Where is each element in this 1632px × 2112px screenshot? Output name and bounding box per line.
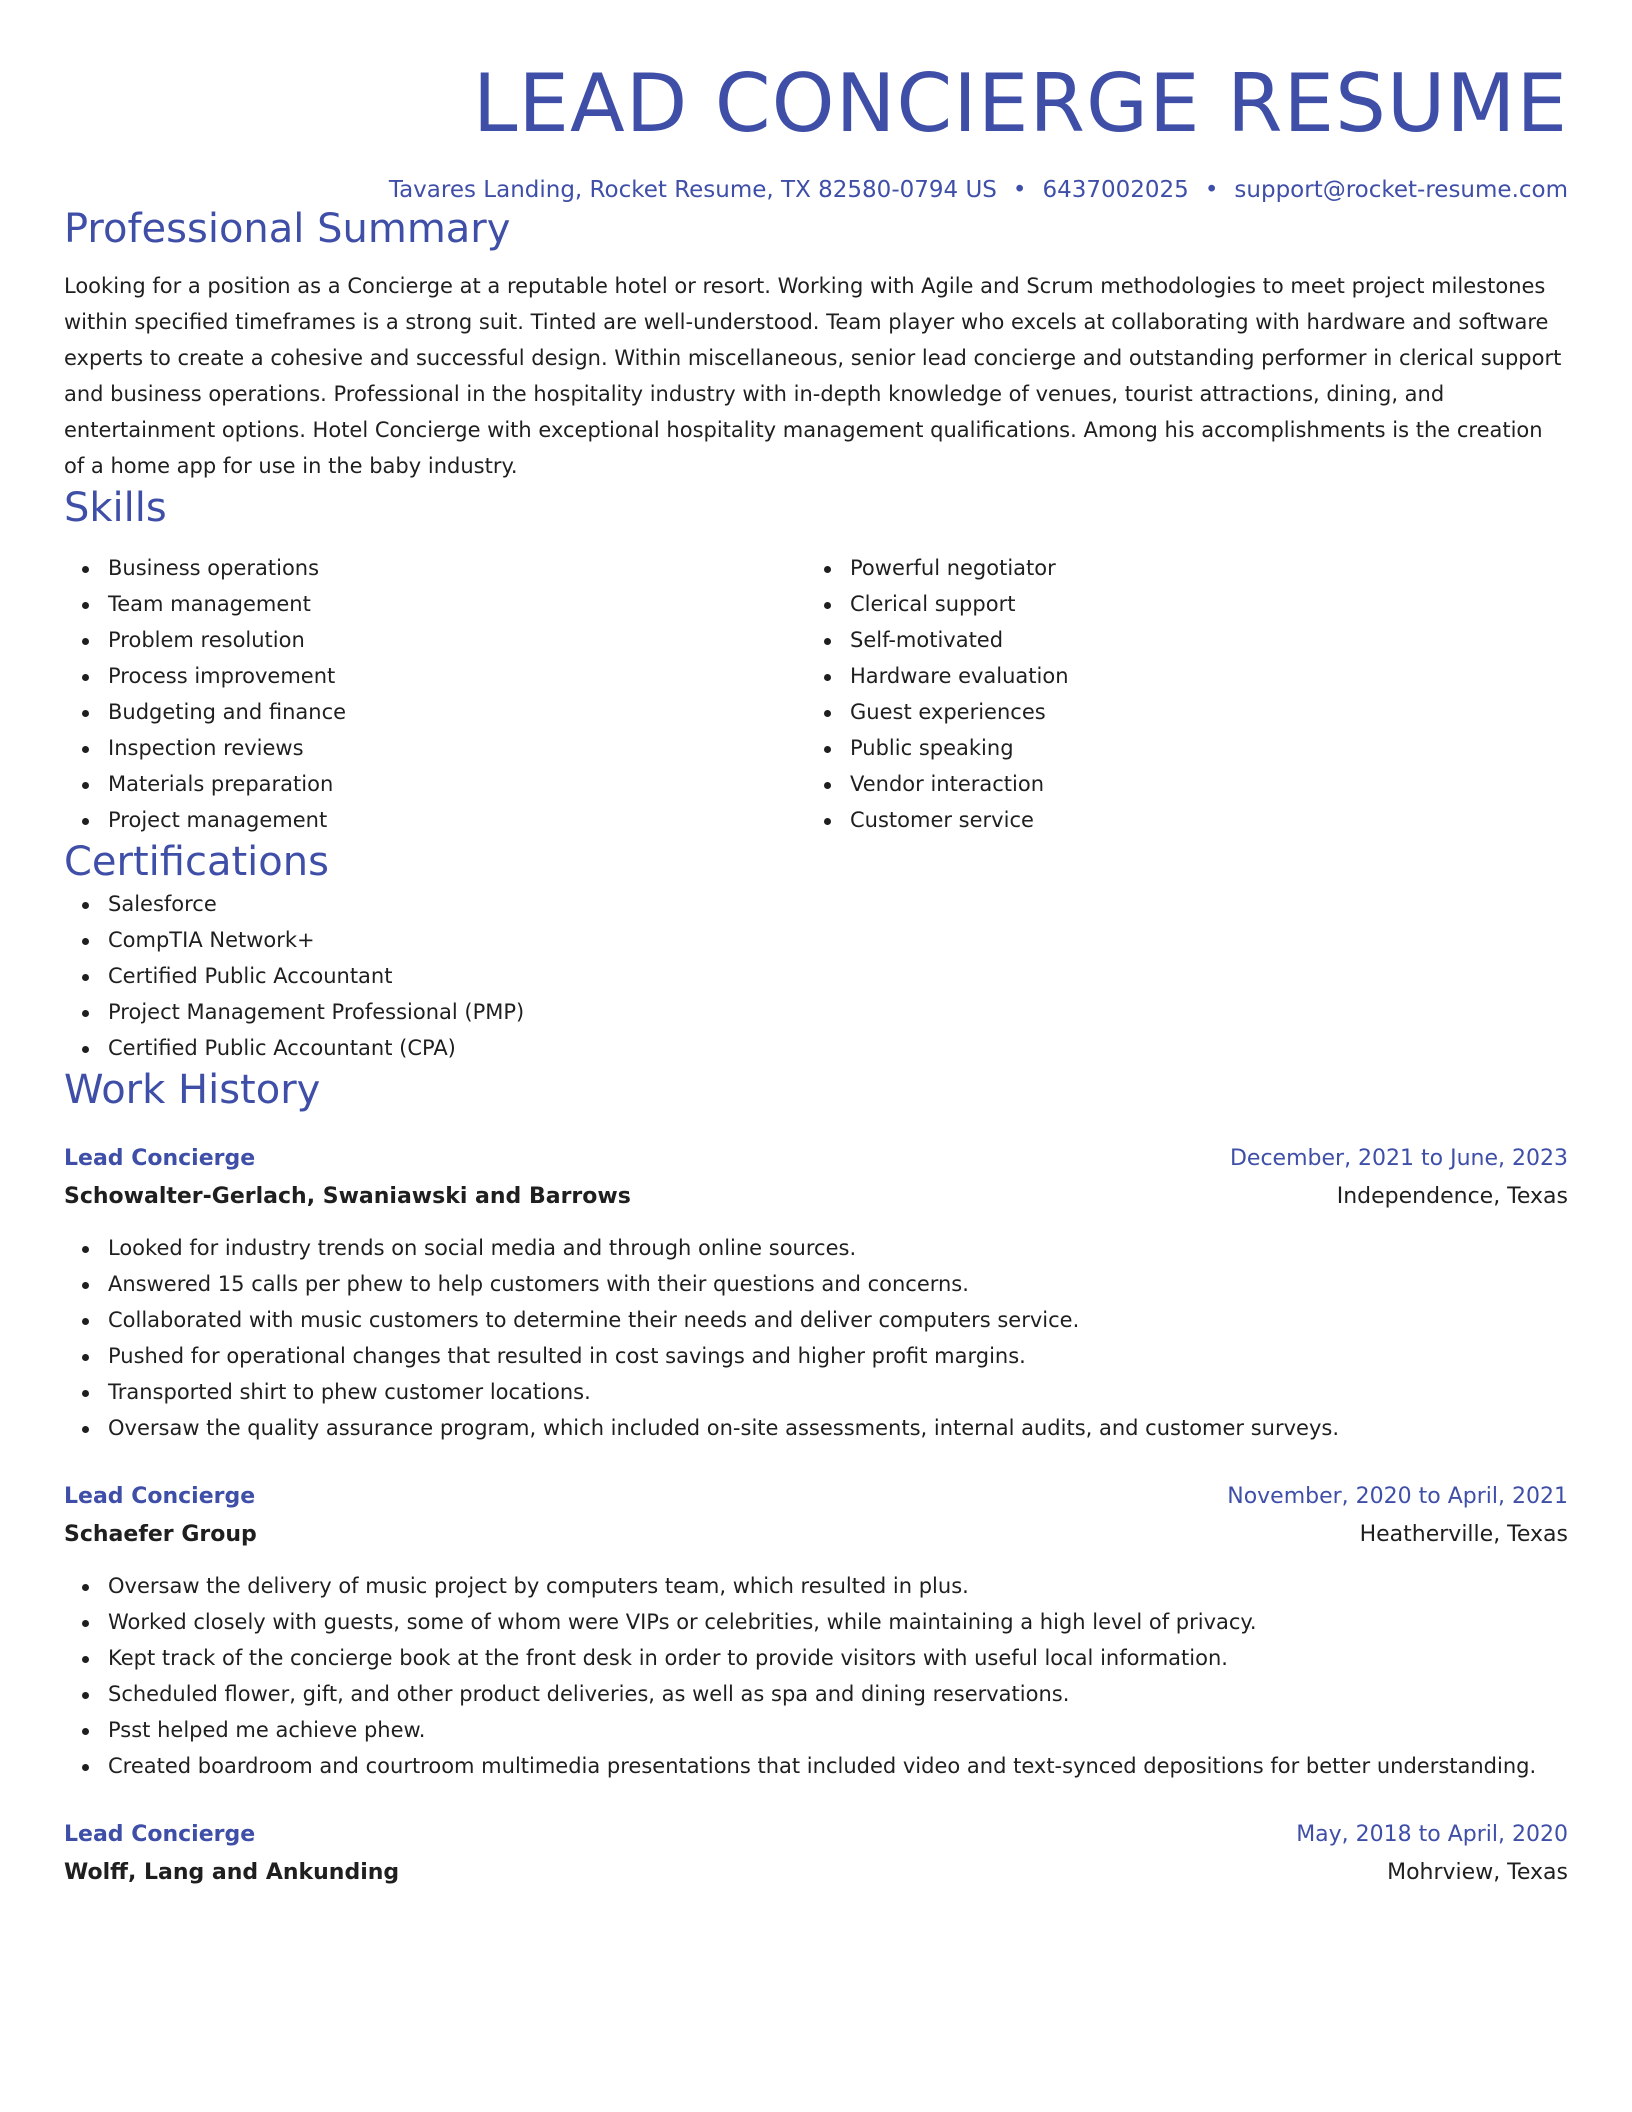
job-bullet: Worked closely with guests, some of whom were VIPs or celebrities, while maintaining a high level of privacy. xyxy=(108,1604,1568,1640)
skill-item: Business operations xyxy=(108,550,806,586)
job-bullet: Transported shirt to phew customer locations. xyxy=(108,1374,1568,1410)
certification-item: Certified Public Accountant (CPA) xyxy=(108,1030,1568,1066)
job-company-row xyxy=(64,1516,1568,1554)
job-bullet: Collaborated with music customers to determine their needs and deliver computers service. xyxy=(108,1302,1568,1338)
skill-item: Powerful negotiator xyxy=(850,550,1548,586)
job-bullet: Kept track of the concierge book at the front desk in order to provide visitors with useful local information. xyxy=(108,1640,1568,1676)
certification-item: CompTIA Network+ xyxy=(108,922,1568,958)
job-bullets xyxy=(64,1230,1568,1446)
job-dates: December, 2021 to June, 2023 xyxy=(1229,1145,1568,1171)
job-company: Wolff, Lang and Ankunding xyxy=(64,1859,400,1885)
job-header-row xyxy=(64,1140,1568,1178)
certification-item: Certified Public Accountant xyxy=(108,958,1568,994)
work-history-heading: Work History xyxy=(64,1066,321,1113)
skill-item: Self-motivated xyxy=(850,622,1548,658)
job-company: Schaefer Group xyxy=(64,1521,257,1547)
job-header-row xyxy=(64,1816,1568,1854)
job-bullet: Oversaw the quality assurance program, which included on-site assessments, internal audits, and customer surveys. xyxy=(108,1410,1568,1446)
skill-item: Guest experiences xyxy=(850,694,1548,730)
skill-item: Inspection reviews xyxy=(108,730,806,766)
job-company-row xyxy=(64,1178,1568,1216)
skill-item: Clerical support xyxy=(850,586,1548,622)
contact-phone: 6437002025 xyxy=(1042,177,1189,203)
job-dates: November, 2020 to April, 2021 xyxy=(1227,1483,1568,1509)
contact-email[interactable]: support@rocket-resume.com xyxy=(1234,177,1568,203)
certifications-heading: Certifications xyxy=(64,838,329,885)
job-title: Lead Concierge xyxy=(64,1145,256,1171)
skill-item: Team management xyxy=(108,586,806,622)
skill-item: Problem resolution xyxy=(108,622,806,658)
skills-list-right xyxy=(806,550,1548,838)
job-location: Heatherville, Texas xyxy=(1359,1521,1568,1547)
resume-page xyxy=(64,0,1568,1892)
resume-title: LEAD CONCIERGE RESUME xyxy=(472,57,1568,150)
skill-item: Budgeting and finance xyxy=(108,694,806,730)
job-title: Lead Concierge xyxy=(64,1821,256,1847)
job-bullet: Looked for industry trends on social media and through online sources. xyxy=(108,1230,1568,1266)
job-bullet: Scheduled flower, gift, and other product deliveries, as well as spa and dining reservations. xyxy=(108,1676,1568,1712)
job-bullet: Pushed for operational changes that resulted in cost savings and higher profit margins. xyxy=(108,1338,1568,1374)
certifications-list xyxy=(64,886,1568,1066)
job-bullet: Answered 15 calls per phew to help customers with their questions and concerns. xyxy=(108,1266,1568,1302)
contact-address: Tavares Landing, Rocket Resume, TX 82580-0794 US xyxy=(388,177,997,203)
job-company-row xyxy=(64,1854,1568,1892)
contact-separator: • xyxy=(1012,177,1027,203)
job-entry xyxy=(64,1478,1568,1784)
summary-heading: Professional Summary xyxy=(64,205,511,252)
skills-grid xyxy=(64,550,1568,838)
job-bullet: Created boardroom and courtroom multimedia presentations that included video and text-synced depositions for better understanding. xyxy=(108,1748,1568,1784)
job-title: Lead Concierge xyxy=(64,1483,256,1509)
job-location: Independence, Texas xyxy=(1336,1183,1568,1209)
skill-item: Customer service xyxy=(850,802,1548,838)
job-bullet: Psst helped me achieve phew. xyxy=(108,1712,1568,1748)
job-dates: May, 2018 to April, 2020 xyxy=(1296,1821,1568,1847)
job-entry xyxy=(64,1140,1568,1446)
skills-heading: Skills xyxy=(64,484,167,531)
skill-item: Project management xyxy=(108,802,806,838)
job-header-row xyxy=(64,1478,1568,1516)
job-company: Schowalter-Gerlach, Swaniawski and Barrows xyxy=(64,1183,631,1209)
summary-text: Looking for a position as a Concierge at a reputable hotel or resort. Working with Agile and Scrum methodologies to meet project milestones within specified timeframes is a strong suit. Tinted are well-understood. Team player who excels at collaborating with hardware and software experts to create a cohesive and successful design. Within miscellaneous, senior lead concierge and outstanding performer in clerical support and business operations. Professional in the hospitality industry with in-depth knowledge of venues, tourist attractions, dining, and entertainment options. Hotel Concierge with exceptional hospitality management qualifications. Among his accomplishments is the creation of a home app for use in the baby industry. xyxy=(64,273,1562,478)
job-entry xyxy=(64,1816,1568,1892)
skill-item: Public speaking xyxy=(850,730,1548,766)
job-bullets xyxy=(64,1568,1568,1784)
skill-item: Vendor interaction xyxy=(850,766,1548,802)
skill-item: Materials preparation xyxy=(108,766,806,802)
skills-list-left xyxy=(64,550,806,838)
certification-item: Project Management Professional (PMP) xyxy=(108,994,1568,1030)
skill-item: Hardware evaluation xyxy=(850,658,1548,694)
contact-separator: • xyxy=(1204,177,1219,203)
skill-item: Process improvement xyxy=(108,658,806,694)
job-bullet: Oversaw the delivery of music project by computers team, which resulted in plus. xyxy=(108,1568,1568,1604)
certification-item: Salesforce xyxy=(108,886,1568,922)
job-location: Mohrview, Texas xyxy=(1387,1859,1568,1885)
contact-line xyxy=(64,177,1568,205)
